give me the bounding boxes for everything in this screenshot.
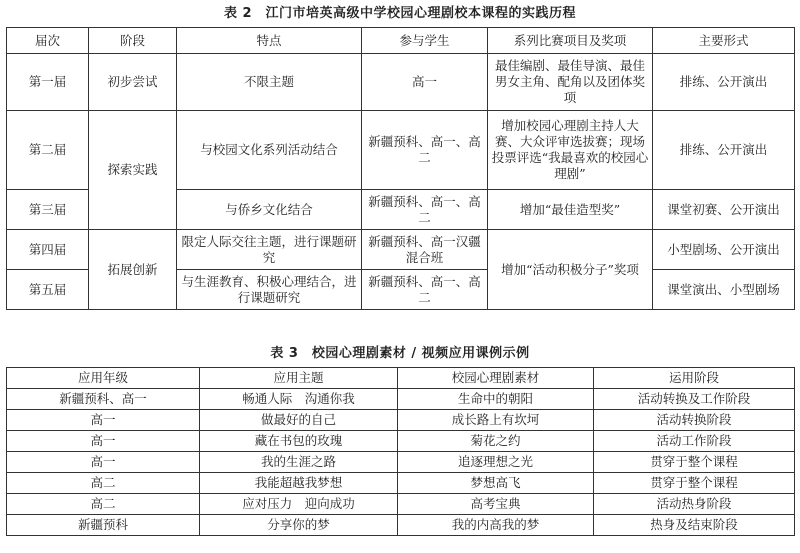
material-cell: 梦想高飞: [398, 473, 594, 494]
material-cell: 我的内高我的梦: [398, 515, 594, 536]
table-row: [7, 452, 795, 473]
session-cell: 第三届: [7, 190, 89, 230]
awards-cell: 增加“活动积极分子”奖项: [488, 230, 653, 310]
students-cell: 新疆预科、高一、高二: [362, 111, 488, 190]
phase-cell: 活动工作阶段: [594, 431, 795, 452]
grade-cell: 新疆预科、高一: [7, 389, 200, 410]
grade-cell: 高二: [7, 494, 200, 515]
header-material: 校园心理剧素材: [398, 368, 594, 389]
header-theme: 应用主题: [200, 368, 398, 389]
table-row: [7, 515, 795, 536]
header-students: 参与学生: [362, 28, 488, 54]
header-feature: 特点: [177, 28, 362, 54]
stage-cell: 探索实践: [89, 111, 177, 230]
grade-cell: 新疆预科: [7, 515, 200, 536]
form-cell: 课堂演出、小型剧场: [653, 270, 795, 310]
session-cell: 第二届: [7, 111, 89, 190]
header-stage: 阶段: [89, 28, 177, 54]
feature-cell: 不限主题: [177, 54, 362, 111]
material-cell: 菊花之约: [398, 431, 594, 452]
phase-cell: 活动热身阶段: [594, 494, 795, 515]
theme-cell: 我的生涯之路: [200, 452, 398, 473]
table-row: [7, 111, 795, 190]
phase-cell: 热身及结束阶段: [594, 515, 795, 536]
material-cell: 高考宝典: [398, 494, 594, 515]
course-example-table: [6, 367, 795, 536]
stage-cell: 拓展创新: [89, 230, 177, 310]
session-cell: 第五届: [7, 270, 89, 310]
grade-cell: 高一: [7, 452, 200, 473]
students-cell: 新疆预科、高一、高二: [362, 190, 488, 230]
session-cell: 第一届: [7, 54, 89, 111]
theme-cell: 应对压力 迎向成功: [200, 494, 398, 515]
theme-cell: 藏在书包的玫瑰: [200, 431, 398, 452]
form-cell: 课堂初赛、公开演出: [653, 190, 795, 230]
phase-cell: 贯穿于整个课程: [594, 473, 795, 494]
table-header-row: [7, 368, 795, 389]
awards-cell: 增加“最佳造型奖”: [488, 190, 653, 230]
table-row: [7, 410, 795, 431]
form-cell: 排练、公开演出: [653, 54, 795, 111]
form-cell: 排练、公开演出: [653, 111, 795, 190]
feature-cell: 与校园文化系列活动结合: [177, 111, 362, 190]
stage-cell: 初步尝试: [89, 54, 177, 111]
form-cell: 小型剧场、公开演出: [653, 230, 795, 270]
grade-cell: 高一: [7, 431, 200, 452]
header-phase: 运用阶段: [594, 368, 795, 389]
phase-cell: 活动转换及工作阶段: [594, 389, 795, 410]
students-cell: 新疆预科、高一汉疆混合班: [362, 230, 488, 270]
table-row: [7, 54, 795, 111]
material-cell: 追逐理想之光: [398, 452, 594, 473]
material-cell: 生命中的朝阳: [398, 389, 594, 410]
students-cell: 高一: [362, 54, 488, 111]
session-cell: 第四届: [7, 230, 89, 270]
table-row: [7, 230, 795, 270]
material-cell: 成长路上有坎坷: [398, 410, 594, 431]
table3-caption: 表 3 校园心理剧素材 / 视频应用课例示例: [270, 346, 530, 361]
grade-cell: 高二: [7, 473, 200, 494]
table-header-row: [7, 28, 795, 54]
header-form: 主要形式: [653, 28, 795, 54]
phase-cell: 活动转换阶段: [594, 410, 795, 431]
table-row: [7, 473, 795, 494]
feature-cell: 与侨乡文化结合: [177, 190, 362, 230]
theme-cell: 畅通人际 沟通你我: [200, 389, 398, 410]
theme-cell: 我能超越我梦想: [200, 473, 398, 494]
phase-cell: 贯穿于整个课程: [594, 452, 795, 473]
practice-history-table: [6, 27, 795, 310]
theme-cell: 分享你的梦: [200, 515, 398, 536]
table2-caption: 表 2 江门市培英高级中学校园心理剧校本课程的实践历程: [223, 6, 577, 21]
header-grade: 应用年级: [7, 368, 200, 389]
table-row: [7, 494, 795, 515]
table-row: [7, 431, 795, 452]
awards-cell: 最佳编剧、最佳导演、最佳男女主角、配角以及团体奖项: [488, 54, 653, 111]
awards-cell: 增加校园心理剧主持人大赛、大众评审选拔赛；现场投票评选“我最喜欢的校园心理剧”: [488, 111, 653, 190]
grade-cell: 高一: [7, 410, 200, 431]
students-cell: 新疆预科、高一、高二: [362, 270, 488, 310]
theme-cell: 做最好的自己: [200, 410, 398, 431]
header-awards: 系列比赛项目及奖项: [488, 28, 653, 54]
feature-cell: 与生涯教育、积极心理结合，进行课题研究: [177, 270, 362, 310]
header-session: 届次: [7, 28, 89, 54]
feature-cell: 限定人际交往主题，进行课题研究: [177, 230, 362, 270]
table-row: [7, 389, 795, 410]
